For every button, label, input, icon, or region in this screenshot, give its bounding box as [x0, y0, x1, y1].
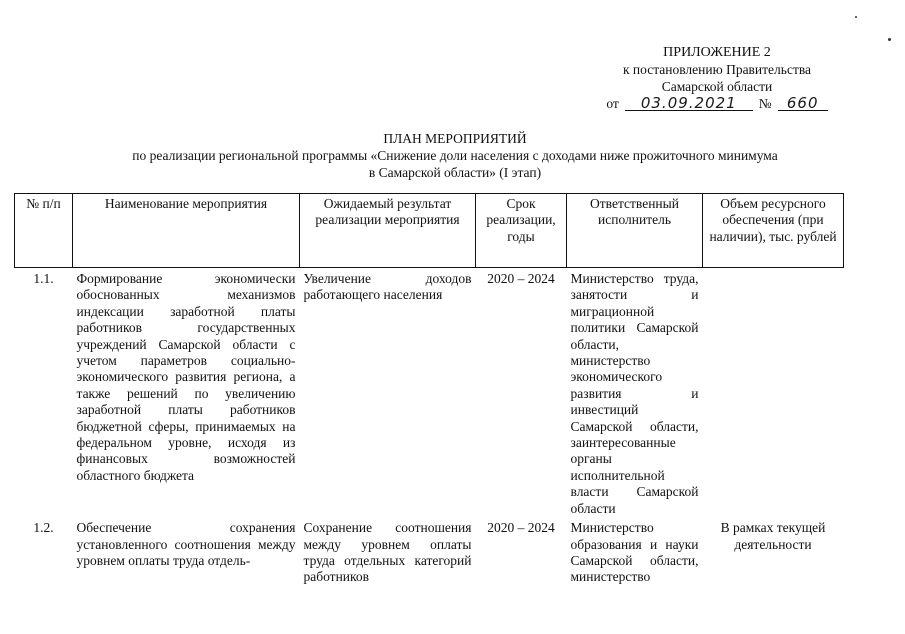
- header-name: Наименование мероприятия: [73, 194, 300, 268]
- header-num: № п/п: [15, 194, 73, 268]
- header-resources: Объем ресурсного обеспечения (при наличии), тыс. рублей: [703, 194, 844, 268]
- row-resources: [703, 268, 844, 518]
- row-name: Обеспечение сохранения установленного соотношения между уровнем оплаты труда отдель-: [76, 520, 296, 568]
- scan-speck: [888, 38, 891, 41]
- row-executor: Министерство труда, занятости и миграционной политики Самарской области, министерство экономического развития и инвестиций Самарской области, заинтересованные органы исполнительной власти Самарской области: [570, 271, 699, 516]
- date-prefix: от: [606, 96, 619, 111]
- handwritten-number: 660: [778, 96, 828, 111]
- table-header-row: [15, 194, 844, 268]
- row-term: 2020 – 2024: [487, 520, 555, 536]
- plan-table: [14, 193, 844, 586]
- scan-speck: [855, 16, 857, 18]
- row-name: Формирование экономически обоснованных механизмов индексации заработной платы работников государственных учреждений Самарской области с учетом параметров социально-экономического развития региона, а также решений по увеличению заработной платы работников бюджетной сферы, принимаемых на федеральном уровне, исходя из финансовых возможностей областного бюджета: [76, 271, 296, 483]
- row-term: 2020 – 2024: [487, 271, 555, 286]
- table-row: [15, 268, 844, 518]
- row-num: 1.1.: [33, 271, 54, 286]
- plan-subtitle: по реализации региональной программы «Снижение доли населения с доходами ниже прожиточного минимума: [132, 148, 778, 163]
- header-term: Срок реализации, годы: [476, 194, 567, 268]
- decree-date-number: [597, 95, 837, 112]
- appendix-title: ПРИЛОЖЕНИЕ 2: [663, 45, 771, 60]
- number-prefix: №: [758, 96, 772, 111]
- appendix-block: [597, 44, 837, 112]
- appendix-line: к постановлению Правительства: [622, 62, 812, 77]
- handwritten-date: 03.09.2021: [625, 96, 753, 111]
- header-executor: Ответственный исполнитель: [567, 194, 703, 268]
- row-result: Увеличение доходов работающего населения: [303, 271, 472, 303]
- row-executor: Министерство образования и науки Самарской области, министерство: [570, 520, 699, 585]
- row-num: 1.2.: [33, 520, 54, 536]
- table-row: [15, 517, 844, 586]
- plan-title: ПЛАН МЕРОПРИЯТИЙ: [383, 131, 527, 146]
- plan-heading: [60, 130, 850, 181]
- header-result: Ожидаемый результат реализации мероприятия: [300, 194, 476, 268]
- appendix-line: Самарской области: [661, 79, 773, 94]
- row-resources: В рамках текущей деятельности: [720, 520, 826, 552]
- row-result: Сохранение соотношения между уровнем оплаты труда отдельных категорий работников: [303, 520, 472, 585]
- plan-subtitle: в Самарской области» (I этап): [368, 165, 542, 180]
